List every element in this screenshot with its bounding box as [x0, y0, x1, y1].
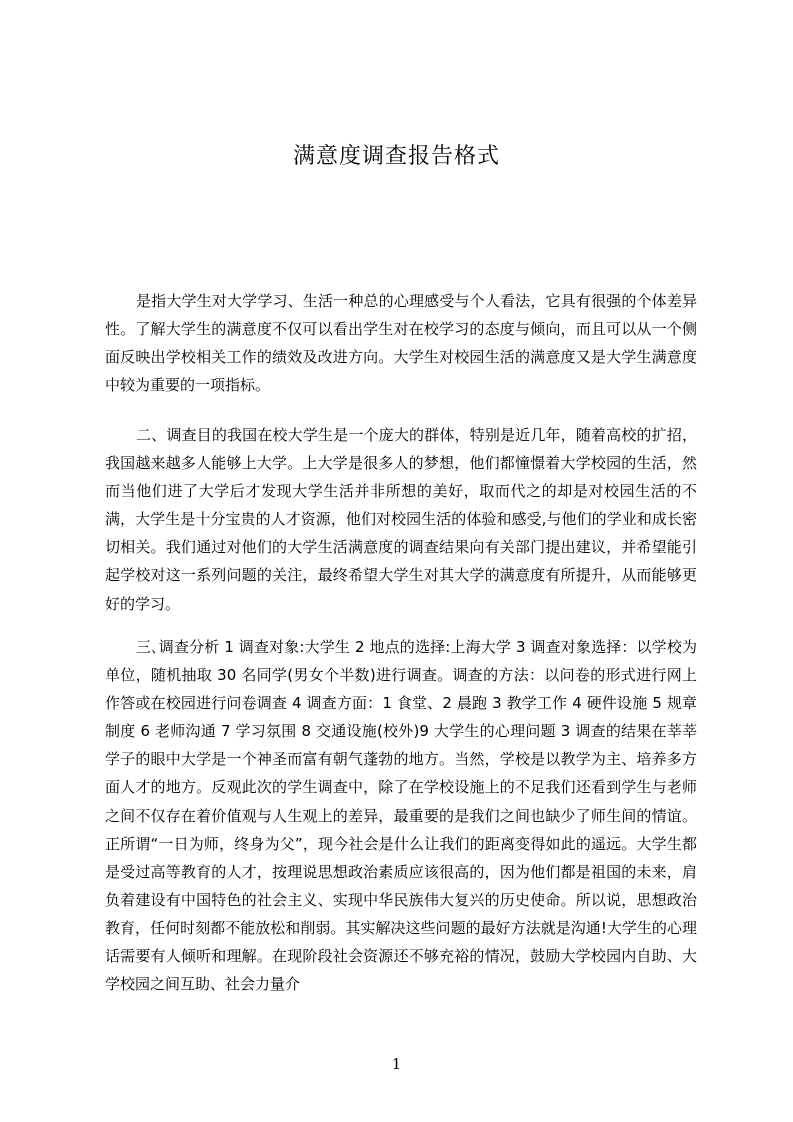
- paragraph: 三､调查分析 1 调查对象:大学生 2 地点的选择:上海大学 3 调查对象选择：以学校为单位，随机抽取 30 名同学(男女个半数)进行调查。调查的方法：以问卷的形式进行网上作答或在校园进行问卷调查 4 调查方面：1 食堂、2 晨跑 3 教学工作 4 硬件设施 5 规章制度 6 老师沟通 7 学习氛围 8 交通设施(校外)9 大学生的心理问题 3 调查的结果在莘莘学子的眼中大学是一个神圣而富有朝气蓬勃的地方。当然，学校是以教学为主、培养多方面人才的地方。反观此次的学生调查中，除了在学校设施上的不足我们还看到学生与老师之间不仅存在着价值观与人生观上的差异，最重要的是我们之间也缺少了师生间的情谊。正所谓“一日为师，终身为父”，现今社会是什么让我们的距离变得如此的遥远。大学生都是受过高等教育的人才，按理说思想政治素质应该很高的，因为他们都是祖国的未来，肩负着建设有中国特色的社会主义、实现中华民族伟大复兴的历史使命。所以说，思想政治教育，任何时刻都不能放松和削弱。其实解决这些问题的最好方法就是沟通!大学生的心理话需要有人倾听和理解。在现阶段社会资源还不够充裕的情况，鼓励大学校园内自助、大学校园之间互助、社会力量介: [105, 638, 697, 994]
- paragraph-1-block: [105, 287, 697, 403]
- paragraph-3-block: [105, 633, 697, 994]
- paragraph: 二、调查目的我国在校大学生是一个庞大的群体，特别是近几年，随着高校的扩招，我国越来越多人能够上大学。上大学是很多人的梦想，他们都憧憬着大学校园的生活，然而当他们进了大学后才发现大学生活并非所想的美好，取而代之的却是对校园生活的不满，大学生是十分宝贵的人才资源，他们对校园生活的体验和感受,与他们的学业和成长密切相关。我们通过对他们的大学生活满意度的调查结果向有关部门提出建议，并希望能引起学校对这一系列问题的关注，最终希望大学生对其大学的满意度有所提升，从而能够更好的学习。: [105, 426, 697, 613]
- paragraph-2-block: [105, 421, 697, 613]
- page-number: 1: [391, 1055, 402, 1073]
- document-title: 满意度调查报告格式: [292, 144, 500, 169]
- paragraph: 是指大学生对大学学习、生活一种总的心理感受与个人看法，它具有很强的个体差异性。了解大学生的满意度不仅可以看出学生对在校学习的态度与倾向，而且可以从一个侧面反映出学校相关工作的绩效及改进方向。大学生对校园生活的满意度又是大学生满意度中较为重要的一项指标。: [105, 292, 697, 395]
